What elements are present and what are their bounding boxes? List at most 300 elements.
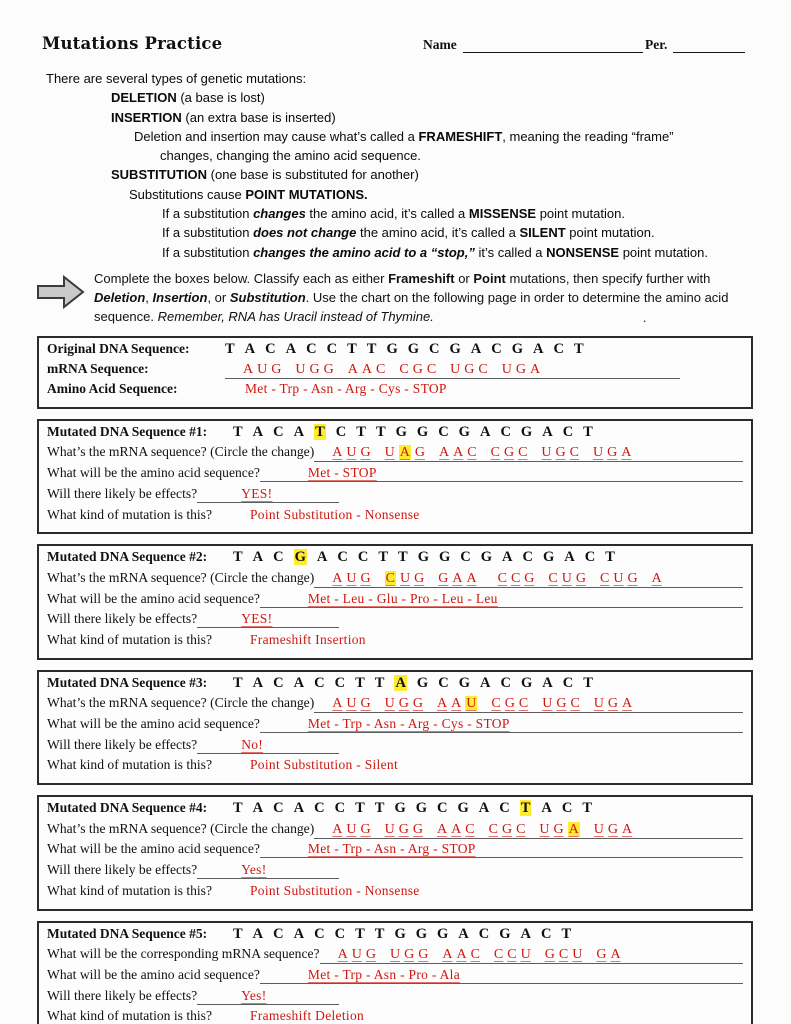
codon-group <box>233 424 603 440</box>
base-letter: A <box>437 696 448 712</box>
base-letter: U <box>593 821 604 837</box>
text-segment: FRAMESHIFT <box>418 128 503 144</box>
mrna-row <box>47 695 743 716</box>
base-letter: A <box>332 696 343 712</box>
amino-answer: Met - Trp - Asn - Arg - STOP <box>307 841 476 857</box>
text-segment: (an extra base is inserted) <box>181 109 336 125</box>
codon-group <box>489 822 530 837</box>
text-segment: Deletion and insertion may cause what’s called a <box>134 128 419 144</box>
dna-row <box>47 926 743 947</box>
base-letter: C <box>314 674 325 691</box>
codon-group <box>332 445 374 460</box>
mrna-answer-blank <box>314 571 743 588</box>
base-letter: A <box>451 821 462 837</box>
original-amino-row <box>47 381 743 401</box>
amino-row <box>47 465 743 486</box>
mrna-question: What will be the corresponding mRNA sequence? <box>47 946 320 962</box>
base-letter: A <box>456 947 467 963</box>
base-letter: T <box>583 423 593 440</box>
base-letter: C <box>273 925 284 942</box>
mrna-answer <box>332 571 675 587</box>
base-letter: G <box>457 800 469 817</box>
kind-question: What kind of mutation is this? <box>47 882 212 898</box>
base-letter: A <box>252 674 264 691</box>
base-letter: U <box>346 696 357 712</box>
base-letter: G <box>418 947 429 963</box>
base-letter: C <box>273 549 284 566</box>
mrna-answer <box>332 696 646 712</box>
base-letter: C <box>470 947 480 963</box>
text-segment: the amino acid, it’s called a <box>305 206 469 222</box>
codon-group <box>539 822 583 837</box>
base-letter: A <box>293 925 305 942</box>
kind-answer: Point Substitution - Nonsense <box>250 506 420 522</box>
effects-question: Will there likely be effects? <box>47 862 198 878</box>
text-segment: NONSENSE <box>546 244 620 260</box>
dna-sequence <box>225 341 594 358</box>
base-letter: A <box>622 696 633 712</box>
base-letter: T <box>561 925 572 942</box>
base-letter: T <box>375 423 386 440</box>
base-letter: C <box>273 423 284 440</box>
base-letter: G <box>438 570 449 586</box>
codon-group <box>233 675 603 691</box>
original-dna-row <box>47 341 743 361</box>
base-letter: G <box>499 925 511 942</box>
base-letter: G <box>449 340 461 357</box>
mrna-answer-blank <box>225 362 680 379</box>
codon-group <box>498 571 539 586</box>
period-label: Per. <box>645 37 668 52</box>
text-segment: If a substitution <box>162 206 254 222</box>
base-letter: A <box>252 800 264 817</box>
highlighted-base: C <box>385 570 395 586</box>
dna-row <box>47 424 743 445</box>
text-segment: (a base is lost) <box>176 90 265 106</box>
base-letter: A <box>293 674 305 691</box>
mrna-answer-blank <box>314 445 743 462</box>
base-letter: C <box>548 570 558 586</box>
base-letter: G <box>555 445 566 461</box>
base-letter: A <box>437 821 448 837</box>
base-letter: G <box>415 800 427 817</box>
codon-group <box>439 445 481 460</box>
instructions-line <box>94 307 753 326</box>
amino-answer: Met - Trp - Asn - Pro - Ala <box>307 966 461 982</box>
base-letter: G <box>504 696 515 712</box>
base-letter: U <box>384 821 395 837</box>
base-letter: T <box>225 340 235 357</box>
codon-group <box>385 571 429 586</box>
dna-sequence <box>233 800 602 817</box>
base-letter: G <box>439 549 451 566</box>
base-letter: C <box>518 445 528 461</box>
amino-row <box>47 841 743 862</box>
codon-group <box>596 947 624 962</box>
intro-line <box>162 223 753 242</box>
mrna-question: What’s the mRNA sequence? (Circle the change) <box>47 569 315 585</box>
base-letter: A <box>478 800 490 817</box>
base-letter: C <box>478 925 490 942</box>
effects-row <box>47 862 743 883</box>
codon-group <box>338 947 380 962</box>
text-segment: point mutation. <box>619 244 708 260</box>
base-letter: C <box>429 340 440 357</box>
mrna-answer <box>243 362 554 378</box>
base-letter: A <box>316 549 328 566</box>
text-segment: point mutation. <box>565 225 655 241</box>
base-letter: A <box>651 570 662 586</box>
box-title: Mutated DNA Sequence #2: <box>47 549 208 565</box>
mutation-box <box>37 544 753 659</box>
base-letter: G <box>543 549 555 566</box>
base-letter: C <box>265 340 276 357</box>
effects-row <box>47 988 743 1009</box>
amino-question: What will be the amino acid sequence? <box>47 966 260 982</box>
base-letter: T <box>233 674 243 691</box>
base-letter: U <box>520 947 531 963</box>
intro-line <box>111 165 753 184</box>
effects-answer-blank <box>197 988 339 1005</box>
effects-row <box>47 486 743 507</box>
base-letter: G <box>412 821 423 837</box>
effects-answer-blank <box>197 737 339 754</box>
base-letter: C <box>522 549 534 566</box>
intro-line <box>46 69 753 88</box>
base-letter: T <box>233 925 243 942</box>
base-letter: G <box>524 570 535 586</box>
base-letter: C <box>314 925 325 942</box>
codon-group <box>390 947 432 962</box>
mrna-answer <box>332 445 645 461</box>
base-letter: T <box>374 674 385 691</box>
highlighted-base: T <box>520 800 531 817</box>
codon-group <box>594 822 636 837</box>
base-letter: C <box>438 674 449 691</box>
text-segment: mutations, then specify further with <box>505 270 711 286</box>
amino-answer: Met - Leu - Glu - Pro - Leu - Leu <box>307 590 498 606</box>
effects-row <box>47 737 743 758</box>
effects-answer: YES! <box>241 485 273 501</box>
base-letter: A <box>453 445 464 461</box>
original-dna-label: Original DNA Sequence: <box>47 340 190 356</box>
mrna-row <box>47 570 743 591</box>
base-letter: G <box>394 800 406 817</box>
base-letter: U <box>593 445 604 461</box>
codon-group <box>438 571 480 586</box>
base-letter: A <box>332 445 343 461</box>
base-letter: G <box>323 361 334 377</box>
box-title: Mutated DNA Sequence #1: <box>47 423 208 439</box>
codon-group <box>600 571 642 586</box>
kind-row <box>47 632 743 653</box>
base-letter: G <box>395 423 407 440</box>
base-letter: U <box>384 696 395 712</box>
amino-answer-blank <box>260 591 743 608</box>
base-letter: A <box>347 361 358 377</box>
period-blank-line <box>673 37 745 53</box>
base-letter: T <box>355 674 365 691</box>
kind-answer: Frameshift Deletion <box>250 1008 365 1024</box>
mrna-question: What’s the mRNA sequence? (Circle the change) <box>47 820 315 836</box>
mrna-row <box>47 444 743 465</box>
base-letter: A <box>252 549 264 566</box>
codon-group <box>491 696 532 711</box>
amino-row <box>47 967 743 988</box>
kind-answer: Point Substitution - Nonsense <box>250 882 420 898</box>
base-letter: G <box>386 340 398 357</box>
base-letter: A <box>479 674 491 691</box>
text-segment: Point <box>473 270 506 286</box>
base-letter: C <box>562 423 574 440</box>
text-segment: Insertion <box>152 290 208 306</box>
base-letter: U <box>572 947 583 963</box>
amino-answer-blank <box>260 967 743 984</box>
effects-answer-blank <box>197 486 339 503</box>
base-letter: A <box>470 340 482 357</box>
base-letter: A <box>252 423 264 440</box>
amino-row <box>47 716 743 737</box>
base-letter: G <box>398 821 409 837</box>
effects-question: Will there likely be effects? <box>47 736 198 752</box>
base-letter: A <box>243 361 254 377</box>
base-letter: U <box>295 361 306 377</box>
base-letter: A <box>332 821 343 837</box>
intro-line <box>162 204 753 223</box>
base-letter: A <box>285 340 297 357</box>
base-letter: G <box>365 947 376 963</box>
base-letter: G <box>511 340 524 357</box>
base-letter: G <box>544 947 555 963</box>
base-letter: A <box>293 800 305 817</box>
codon-group <box>502 362 544 377</box>
mrna-answer-blank <box>320 947 743 964</box>
codon-group <box>295 362 337 377</box>
codon-group <box>494 947 535 962</box>
name-label: Name <box>423 37 457 52</box>
base-letter: T <box>347 340 357 357</box>
codon-group <box>385 445 429 460</box>
base-letter: C <box>357 549 369 566</box>
base-letter: C <box>491 340 502 357</box>
mrna-answer <box>338 947 635 963</box>
base-letter: C <box>558 947 569 963</box>
base-letter: C <box>465 821 475 837</box>
base-letter: A <box>542 423 553 440</box>
mrna-row <box>47 821 743 842</box>
base-letter: T <box>573 340 584 357</box>
base-letter: G <box>412 696 423 712</box>
dna-row <box>47 675 743 696</box>
effects-answer-blank <box>197 862 339 879</box>
amino-question: What will be the amino acid sequence? <box>47 716 260 731</box>
amino-answer-blank <box>260 716 743 733</box>
base-letter: G <box>417 549 429 566</box>
base-letter: C <box>273 800 284 817</box>
text-segment: sequence. <box>94 309 158 325</box>
base-letter: G <box>520 674 533 691</box>
effects-answer: Yes! <box>241 987 267 1003</box>
base-letter: G <box>414 445 425 461</box>
text-segment: changes, changing the amino acid sequence. <box>160 148 421 164</box>
base-letter: A <box>442 947 453 963</box>
box-title: Mutated DNA Sequence #3: <box>47 674 208 690</box>
base-letter: C <box>569 445 579 461</box>
base-letter: C <box>570 696 580 712</box>
base-letter: G <box>394 925 406 942</box>
base-letter: A <box>458 925 469 942</box>
base-letter: C <box>314 800 325 817</box>
codon-group <box>541 445 583 460</box>
kind-question: What kind of mutation is this? <box>47 757 212 773</box>
base-letter: A <box>502 549 513 566</box>
box-title: Mutated DNA Sequence #4: <box>47 800 208 816</box>
mrna-row <box>47 946 743 967</box>
kind-answer: Point Substitution - Silent <box>250 757 398 773</box>
effects-question: Will there likely be effects? <box>47 485 198 501</box>
base-letter: C <box>490 445 500 461</box>
base-letter: G <box>607 696 619 712</box>
original-amino-label: Amino Acid Sequence: <box>47 381 178 397</box>
base-letter: G <box>556 696 567 712</box>
text-segment: changes the amino acid to a “stop,” <box>253 244 475 260</box>
base-letter: G <box>416 674 429 691</box>
base-letter: G <box>404 947 415 963</box>
base-letter: A <box>533 340 544 357</box>
text-segment: changes <box>253 206 306 222</box>
text-segment: INSERTION <box>111 109 182 125</box>
dna-sequence <box>233 549 625 566</box>
base-letter: U <box>351 947 362 963</box>
base-letter: C <box>562 674 574 691</box>
effects-answer: No! <box>241 736 264 752</box>
text-segment: or <box>454 270 474 286</box>
codon-group <box>332 571 374 586</box>
base-letter: C <box>460 549 471 566</box>
mutation-box <box>37 921 753 1024</box>
base-letter: A <box>252 925 264 942</box>
base-letter: A <box>439 445 450 461</box>
codon-group <box>233 926 581 942</box>
kind-question: What kind of mutation is this? <box>47 1008 212 1024</box>
dna-sequence <box>233 675 603 692</box>
base-letter: T <box>233 423 243 440</box>
base-letter: C <box>499 800 510 817</box>
dna-row <box>47 800 743 821</box>
base-letter: G <box>360 445 371 461</box>
text-segment: (one base is substituted for another) <box>207 167 419 183</box>
base-letter: C <box>561 800 573 817</box>
base-letter: G <box>415 925 427 942</box>
base-letter: A <box>466 570 477 586</box>
base-letter: C <box>273 674 284 691</box>
base-letter: C <box>334 674 346 691</box>
base-letter: C <box>493 947 504 963</box>
text-segment: There are several types of genetic mutations: <box>46 71 307 86</box>
base-letter: U <box>389 947 401 963</box>
base-letter: A <box>621 445 632 461</box>
codon-group <box>593 445 635 460</box>
base-letter: C <box>488 821 498 837</box>
highlighted-base: U <box>466 696 477 712</box>
text-segment: Substitution <box>229 290 306 306</box>
base-letter: U <box>542 696 553 712</box>
codon-group <box>332 696 374 711</box>
base-letter: G <box>480 549 493 566</box>
base-letter: A <box>564 549 575 566</box>
codon-group <box>348 362 390 377</box>
text-segment: SUBSTITUTION <box>111 167 208 183</box>
base-letter: U <box>399 570 411 586</box>
effects-question: Will there likely be effects? <box>47 987 198 1003</box>
base-letter: T <box>398 549 408 566</box>
base-letter: C <box>516 821 526 837</box>
base-letter: G <box>575 570 586 586</box>
dna-row <box>47 549 743 570</box>
mutation-box <box>37 795 753 910</box>
base-letter: G <box>271 361 282 377</box>
text-segment: , <box>145 290 153 306</box>
base-letter: G <box>412 361 423 377</box>
base-letter: U <box>501 361 512 377</box>
base-letter: G <box>515 361 526 377</box>
kind-answer: Frameshift Insertion <box>250 631 366 647</box>
worksheet-header <box>37 34 753 60</box>
base-letter: G <box>464 361 475 377</box>
base-letter: A <box>541 800 552 817</box>
base-letter: G <box>360 696 371 712</box>
mutation-box <box>37 419 753 534</box>
base-letter: G <box>360 570 371 586</box>
intro-line <box>162 243 753 262</box>
arrow-icon <box>37 269 87 327</box>
text-segment: POINT MUTATIONS. <box>245 186 368 202</box>
codon-group <box>542 696 584 711</box>
codon-group <box>437 822 479 837</box>
base-letter: U <box>541 445 552 461</box>
base-letter: C <box>426 361 437 377</box>
kind-question: What kind of mutation is this? <box>47 631 212 647</box>
amino-answer: Met - Trp - Asn - Arg - Cys - STOP <box>245 381 447 397</box>
text-segment: If a substitution <box>162 225 254 241</box>
text-segment: . Use the chart on the following page in order to determine the amino acid <box>305 290 729 306</box>
name-field <box>423 37 643 53</box>
mrna-answer-blank <box>314 822 743 839</box>
box-title: Mutated DNA Sequence #5: <box>47 925 208 941</box>
base-letter: G <box>458 423 470 440</box>
base-letter: U <box>561 570 572 586</box>
base-letter: G <box>437 925 449 942</box>
base-letter: A <box>244 340 256 357</box>
codon-group <box>437 696 481 711</box>
base-letter: T <box>355 925 365 942</box>
text-segment: it’s called a <box>474 244 547 260</box>
base-letter: G <box>553 821 564 837</box>
highlighted-base: T <box>315 423 325 440</box>
codon-group <box>491 445 532 460</box>
base-letter: C <box>491 696 501 712</box>
base-letter: G <box>501 821 513 837</box>
intro-line <box>160 146 753 165</box>
page-title: Mutations Practice <box>42 34 223 53</box>
base-letter: U <box>257 361 268 377</box>
base-letter: C <box>507 947 517 963</box>
instructions-block <box>37 269 753 327</box>
base-letter: T <box>374 925 385 942</box>
period-field <box>645 37 745 53</box>
original-sequence-box <box>37 336 753 409</box>
base-letter: U <box>346 570 357 586</box>
